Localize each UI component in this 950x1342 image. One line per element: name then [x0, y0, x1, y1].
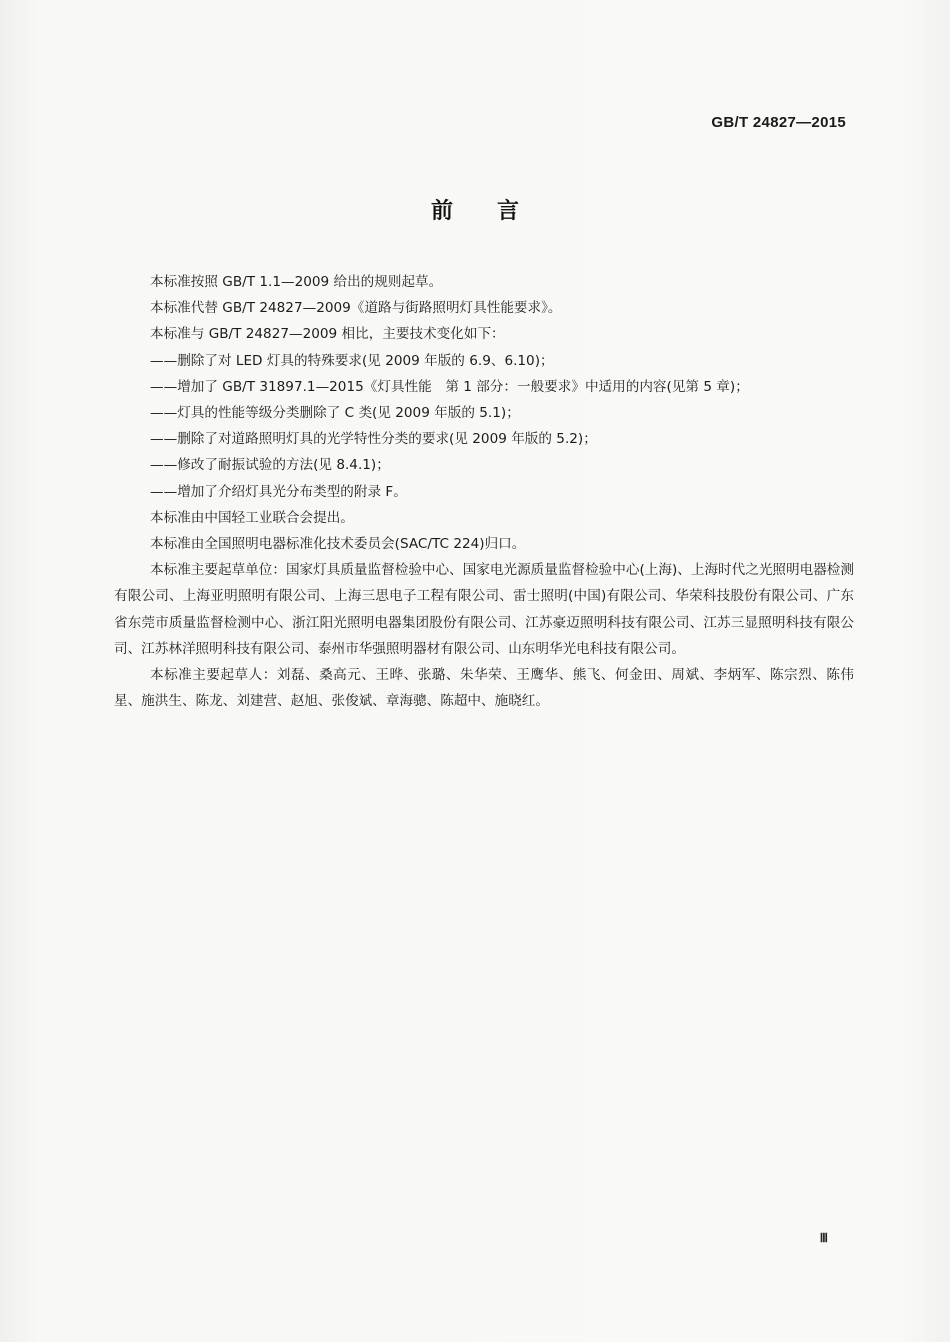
list-item-change: ——修改了耐振试验的方法(见 8.4.1)； [150, 457, 390, 474]
list-item-change: ——灯具的性能等级分类删除了 C 类(见 2009 年版的 5.1)； [150, 405, 520, 422]
list-item-change: ——增加了介绍灯具光分布类型的附录 F。 [150, 483, 407, 500]
paragraph-changes-intro: 本标准与 GB/T 24827—2009 相比，主要技术变化如下： [150, 326, 505, 343]
paragraph-replaces: 本标准代替 GB/T 24827—2009《道路与街路照明灯具性能要求》。 [150, 300, 562, 317]
paragraph-proposed-by: 本标准由中国轻工业联合会提出。 [150, 509, 354, 526]
list-item-change: ——删除了对道路照明灯具的光学特性分类的要求(见 2009 年版的 5.2)； [150, 431, 597, 448]
paragraph-drafting-rules: 本标准按照 GB/T 1.1—2009 给出的规则起草。 [150, 274, 443, 290]
page-number: Ⅲ [819, 1231, 828, 1245]
standard-code: GB/T 24827—2015 [711, 114, 846, 131]
paragraph-drafting-units: 本标准主要起草单位：国家灯具质量监督检验中心、国家电光源质量监督检验中心(上海)、上海时代之光照明电器检测有限公司、上海亚明照明有限公司、上海三思电子工程有限公司、雷士照明(中国)有限公司、华荣科技股份有限公司、广东省东莞市质量监督检测中心、浙江阳光照明电器集团股份有限公司、江苏豪迈照明科技有限公司、江苏三显照明科技有限公司、江苏林洋照明科技有限公司、泰州市华强照明器材有限公司、山东明华光电科技有限公司。 [114, 562, 854, 657]
page-title: 前言 [430, 199, 563, 224]
paragraph-centralized-by: 本标准由全国照明电器标准化技术委员会(SAC/TC 224)归口。 [150, 536, 526, 553]
paragraph-drafters: 本标准主要起草人：刘磊、桑高元、王晔、张璐、朱华荣、王鹰华、熊飞、何金田、周斌、李炳军、陈宗烈、陈伟星、施洪生、陈龙、刘建营、赵旭、张俊斌、章海骢、陈超中、施晓红。 [114, 667, 854, 710]
foreword-body [114, 269, 854, 714]
list-item-change: ——增加了 GB/T 31897.1—2015《灯具性能 第 1 部分：一般要求》中适用的内容(见第 5 章)； [150, 378, 749, 395]
list-item-change: ——删除了对 LED 灯具的特殊要求(见 2009 年版的 6.9、6.10)； [150, 352, 554, 369]
